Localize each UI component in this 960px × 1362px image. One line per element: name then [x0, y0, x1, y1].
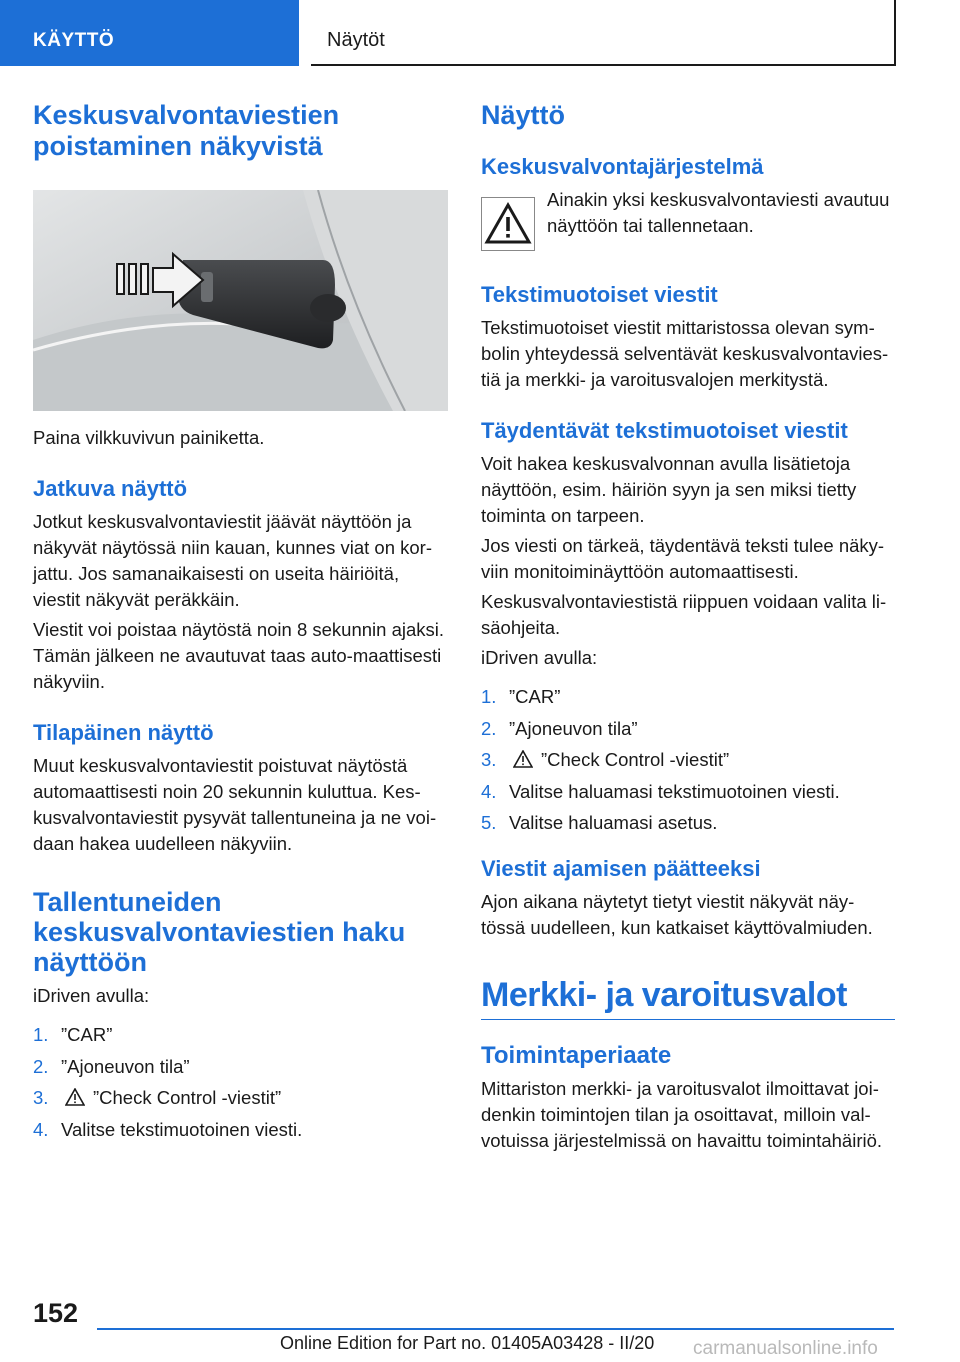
watermark: carmanualsonline.info — [693, 1338, 878, 1359]
chapter-label: Näytöt — [327, 29, 385, 51]
step-number: 2. — [33, 1055, 49, 1077]
section-tab — [0, 0, 299, 66]
photo-caption: Paina vilkkuvivun painiketta. — [33, 427, 265, 448]
heading-temporary-display: Tilapäinen näyttö — [33, 720, 214, 745]
footer-divider — [97, 1328, 894, 1330]
step-number: 4. — [33, 1118, 49, 1140]
step-text: Valitse haluamasi tekstimuotoinen viesti. — [509, 780, 840, 802]
warning-icon-box — [481, 197, 535, 251]
warning-triangle-icon — [482, 198, 534, 250]
step-text: ”Check Control -viestit” — [541, 749, 730, 770]
list-item — [33, 1114, 448, 1146]
step-text: ”Ajoneuvon tila” — [61, 1055, 190, 1077]
paragraph-supplementary-3: Keskusvalvontaviestistä riippuen voidaan valita li‐säohjeita. — [481, 591, 887, 638]
heading-principle: Toimintaperiaate — [481, 1041, 672, 1069]
paragraph-idrive-right: iDriven avulla: — [481, 647, 598, 668]
list-item — [33, 1019, 448, 1051]
section-label: KÄYTTÖ — [33, 30, 115, 51]
step-number: 3. — [481, 749, 497, 770]
list-item — [481, 776, 895, 808]
lever-illustration — [33, 190, 448, 411]
paragraph-continuous-2: Viestit voi poistaa näytöstä noin 8 sekunnin ajaksi. Tämän jälkeen ne avautuvat taas auto‐maattisesti näkyviin. — [33, 619, 445, 692]
paragraph-supplementary-1: Voit hakea keskusvalvonnan avulla lisätietoja näyttöön, esim. häiriön syyn ja sen miksi tietty toiminta on tarpeen. — [481, 453, 857, 526]
turn-signal-lever-photo — [33, 190, 448, 411]
left-steps-list — [33, 1019, 448, 1145]
paragraph-principle: Mittariston merkki- ja varoitusvalot ilmoittavat joi‐denkin toimintojen tilan ja osoittavat, milloin val‐votuissa järjestelmissä on havaittu toimintahäiriö. — [481, 1077, 883, 1151]
paragraph-continuous-1: Jotkut keskusvalvontaviestit jäävät näyttöön ja näkyvät näytössä niin kauan, kunnes viat on kor‐jattu. Jos samanaikaisesti on useita häiriöitä, viestit näkyvät peräkkäin. — [33, 511, 433, 610]
step-text: ”CAR” — [509, 686, 561, 707]
list-item — [481, 681, 895, 713]
left-column — [33, 100, 448, 1145]
list-item — [33, 1082, 448, 1114]
heading-continuous-display: Jatkuva näyttö — [33, 476, 188, 501]
heading-supplementary-messages: Täydentävät tekstimuotoiset viestit — [481, 418, 848, 443]
step-text: ”CAR” — [61, 1024, 113, 1045]
step-number: 5. — [481, 812, 497, 833]
list-item — [481, 713, 895, 745]
chapter-tab — [311, 0, 896, 66]
heading-indicator-lights: Merkki- ja varoitusvalot — [481, 975, 895, 1020]
page-header — [0, 0, 960, 66]
step-number: 3. — [33, 1087, 49, 1108]
heading-check-control: Keskusvalvontajärjestelmä — [481, 154, 764, 179]
warning-notice — [481, 189, 895, 257]
heading-stored-messages: Tallentuneiden keskusvalvontaviestien haku näyttöön — [33, 887, 406, 977]
warning-text: Ainakin yksi keskusvalvontaviesti avautuu näyttöön tai tallennetaan. — [547, 189, 890, 236]
step-number: 1. — [33, 1024, 49, 1045]
list-item — [481, 807, 895, 839]
heading-text-messages: Tekstimuotoiset viestit — [481, 282, 718, 307]
step-text: ”Ajoneuvon tila” — [509, 717, 638, 739]
paragraph-end-of-drive: Ajon aikana näytetyt tietyt viestit näkyvät näy‐tössä uudelleen, kun katkaiset käyttövalmiuden. — [481, 890, 873, 938]
right-steps-list — [481, 681, 895, 839]
heading-remove-messages: Keskusvalvontaviestien poistaminen näkyvistä — [33, 100, 340, 161]
paragraph-text-messages: Tekstimuotoiset viestit mittaristossa olevan sym‐bolin yhteydessä selventävät keskusvalvontavies‐tiä ja merkki- ja varoitusvalojen merkitystä. — [481, 317, 889, 390]
warning-triangle-icon — [65, 1088, 85, 1106]
warning-triangle-icon — [513, 750, 533, 768]
paragraph-idrive: iDriven avulla: — [33, 985, 150, 1006]
step-text: ”Check Control -viestit” — [93, 1087, 282, 1108]
heading-display: Näyttö — [481, 100, 566, 130]
step-number: 1. — [481, 686, 497, 707]
right-column — [481, 100, 895, 1154]
page-number: 152 — [33, 1298, 79, 1328]
step-text: Valitse tekstimuotoinen viesti. — [61, 1118, 303, 1140]
paragraph-temporary: Muut keskusvalvontaviestit poistuvat näytöstä automaattisesti noin 20 sekunnin kuluttua. Kes‐kusvalvontaviestit pysyvät tallentuneina ja ne voi‐daan hakea uudelleen näkyviin. — [33, 755, 437, 854]
paragraph-supplementary-2: Jos viesti on tärkeä, täydentävä teksti tulee näky‐viin monitoiminäyttöön automaattisesti. — [481, 535, 885, 582]
list-item — [481, 744, 895, 776]
step-text: Valitse haluamasi asetus. — [509, 812, 718, 833]
heading-end-of-drive-messages: Viestit ajamisen päätteeksi — [481, 855, 761, 881]
edition-text: Online Edition for Part no. 01405A03428 - II/20 — [280, 1333, 655, 1353]
step-number: 4. — [481, 780, 497, 802]
list-item — [33, 1051, 448, 1083]
step-number: 2. — [481, 717, 497, 739]
